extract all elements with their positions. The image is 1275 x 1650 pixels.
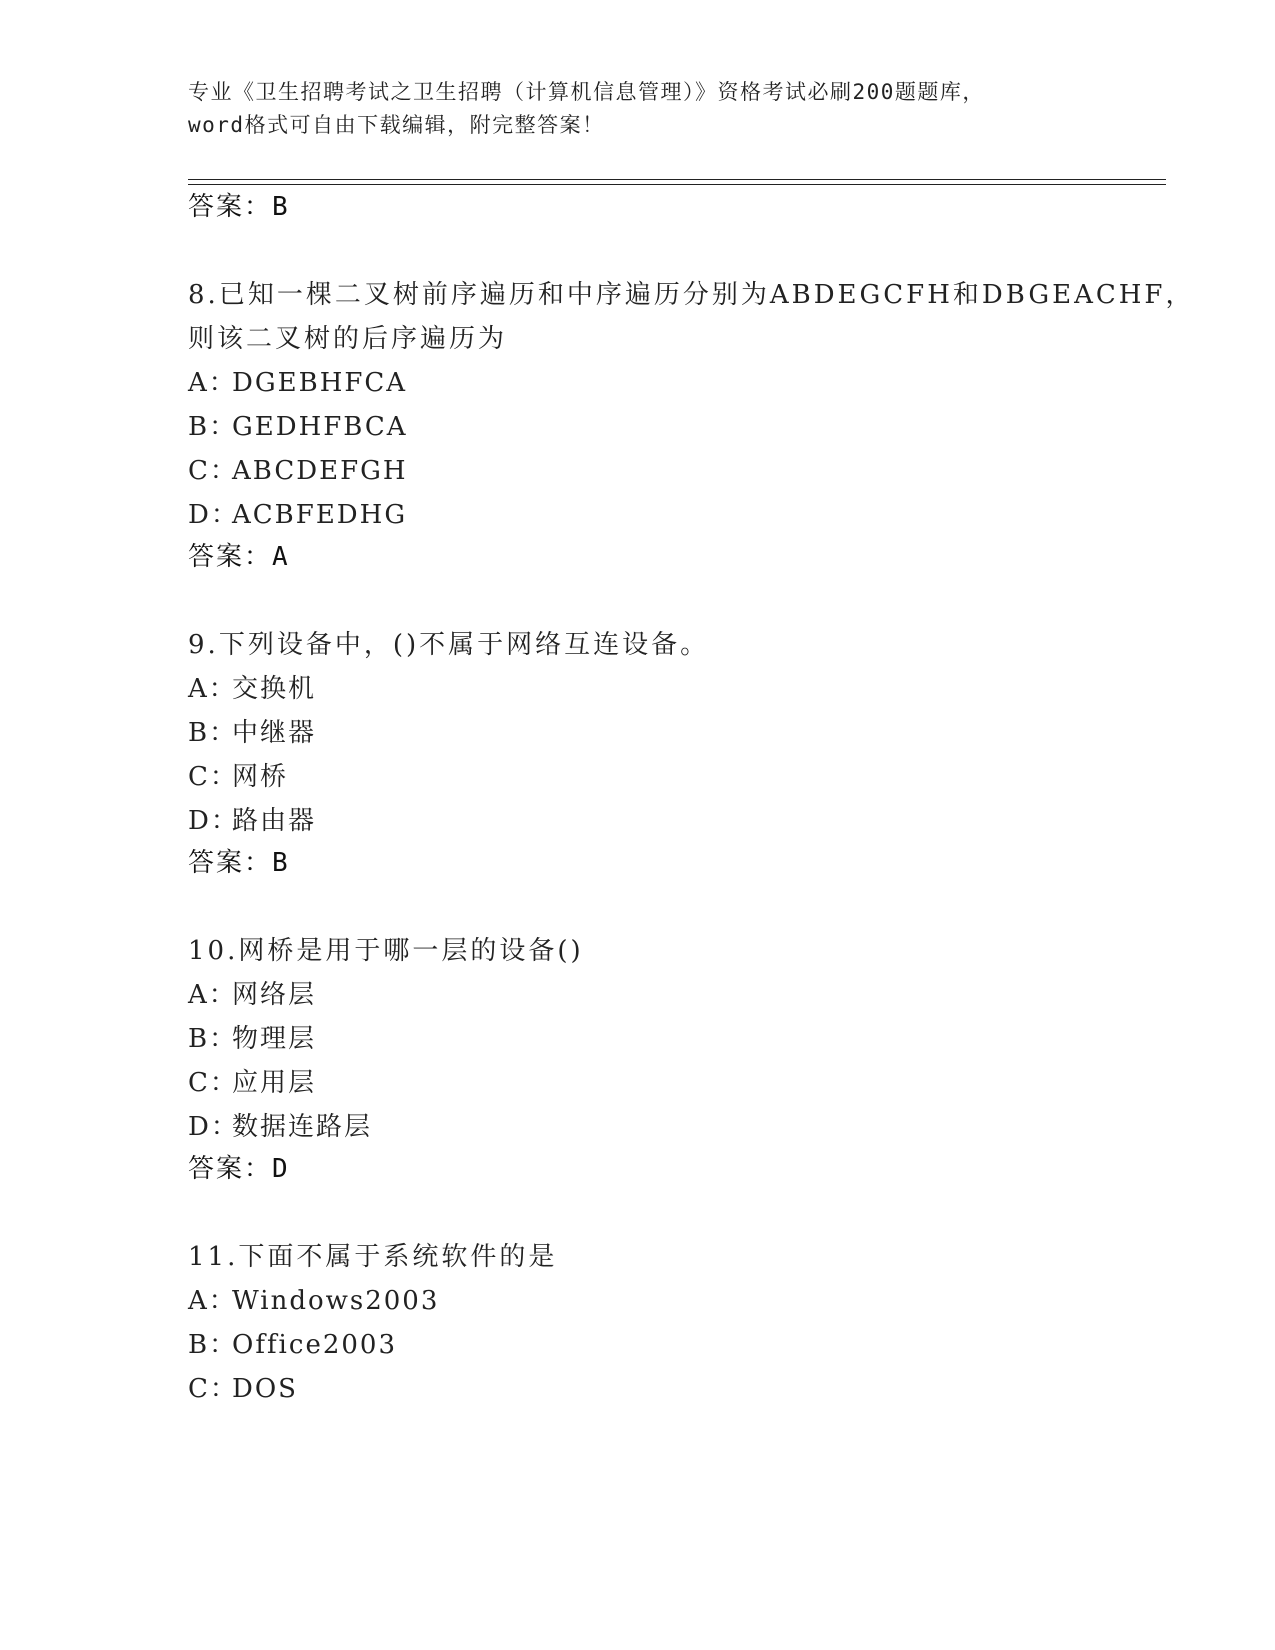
option-text: 网络层 xyxy=(232,980,317,1010)
option-letter: B： xyxy=(188,1330,238,1360)
option-letter: B： xyxy=(188,412,238,442)
question-10-option-c xyxy=(188,1062,316,1099)
option-text: ACBFEDHG xyxy=(232,500,408,530)
answer-label: 答案： xyxy=(188,542,273,572)
option-letter: C： xyxy=(188,456,238,486)
option-letter: C： xyxy=(188,762,238,792)
option-text: 数据连路层 xyxy=(232,1112,373,1142)
option-letter: B： xyxy=(188,1024,238,1054)
question-9-answer xyxy=(188,842,290,879)
question-number: 10. xyxy=(188,936,239,966)
question-8-line-2 xyxy=(188,318,507,355)
option-text: 交换机 xyxy=(232,674,317,704)
option-text: 中继器 xyxy=(232,718,317,748)
option-letter: D： xyxy=(188,500,239,530)
question-10-answer xyxy=(188,1148,290,1185)
question-10-option-d xyxy=(188,1106,372,1143)
question-text-continued: 则该二叉树的后序遍历为 xyxy=(188,324,508,354)
page-header xyxy=(188,76,1088,142)
answer-value: B xyxy=(272,192,290,222)
question-10-option-b xyxy=(188,1018,316,1055)
option-letter: A： xyxy=(188,980,237,1010)
answer-value: A xyxy=(272,542,290,572)
question-8-option-b xyxy=(188,406,408,443)
answer-label: 答案： xyxy=(188,848,273,878)
question-9-option-a xyxy=(188,668,316,705)
option-letter: D： xyxy=(188,1112,239,1142)
answer-label: 答案： xyxy=(188,1154,273,1184)
answer-previous xyxy=(188,186,290,223)
option-text: 网桥 xyxy=(232,762,289,792)
question-text: 已知一棵二叉树前序遍历和中序遍历分别为ABDEGCFH和DBGEACHF， xyxy=(218,280,1195,310)
option-text: GEDHFBCA xyxy=(232,412,408,442)
option-text: 物理层 xyxy=(232,1024,317,1054)
question-number: 8. xyxy=(188,280,219,310)
question-number: 9. xyxy=(188,630,219,660)
answer-value: B xyxy=(272,848,290,878)
question-11-option-a xyxy=(188,1280,439,1317)
answer-label: 答案： xyxy=(188,192,273,222)
option-letter: A： xyxy=(188,674,237,704)
option-text: DGEBHFCA xyxy=(232,368,408,398)
question-number: 11. xyxy=(188,1242,239,1272)
question-11-line-1 xyxy=(188,1236,557,1273)
question-11-option-b xyxy=(188,1324,397,1361)
option-letter: C： xyxy=(188,1374,238,1404)
option-text: Windows2003 xyxy=(232,1286,440,1316)
option-letter: C： xyxy=(188,1068,238,1098)
answer-value: D xyxy=(272,1154,290,1184)
question-text: 下面不属于系统软件的是 xyxy=(238,1242,558,1272)
option-text: Office2003 xyxy=(232,1330,397,1360)
option-text: 应用层 xyxy=(232,1068,317,1098)
question-10-line-1 xyxy=(188,930,584,967)
question-10-option-a xyxy=(188,974,316,1011)
header-title-line-2: word格式可自由下载编辑，附完整答案！ xyxy=(188,113,605,137)
option-text: DOS xyxy=(232,1374,298,1404)
question-8-line-1 xyxy=(188,274,1194,311)
question-8-option-a xyxy=(188,362,407,399)
question-11-option-c xyxy=(188,1368,298,1405)
option-text: ABCDEFGH xyxy=(232,456,408,486)
question-8-option-c xyxy=(188,450,408,487)
question-9-option-b xyxy=(188,712,316,749)
question-8-answer xyxy=(188,536,290,573)
question-9-option-d xyxy=(188,800,316,837)
question-9-option-c xyxy=(188,756,288,793)
option-letter: A： xyxy=(188,1286,237,1316)
option-letter: B： xyxy=(188,718,238,748)
header-divider-bottom xyxy=(188,184,1166,185)
question-9-line-1 xyxy=(188,624,709,661)
question-text: 网桥是用于哪一层的设备() xyxy=(238,936,584,966)
option-letter: D： xyxy=(188,806,239,836)
header-title-line-1: 专业《卫生招聘考试之卫生招聘（计算机信息管理）》资格考试必刷200题题库， xyxy=(188,80,985,104)
question-text: 下列设备中，()不属于网络互连设备。 xyxy=(218,630,710,660)
option-text: 路由器 xyxy=(232,806,317,836)
question-8-option-d xyxy=(188,494,407,531)
option-letter: A： xyxy=(188,368,237,398)
header-divider-top xyxy=(188,179,1166,180)
